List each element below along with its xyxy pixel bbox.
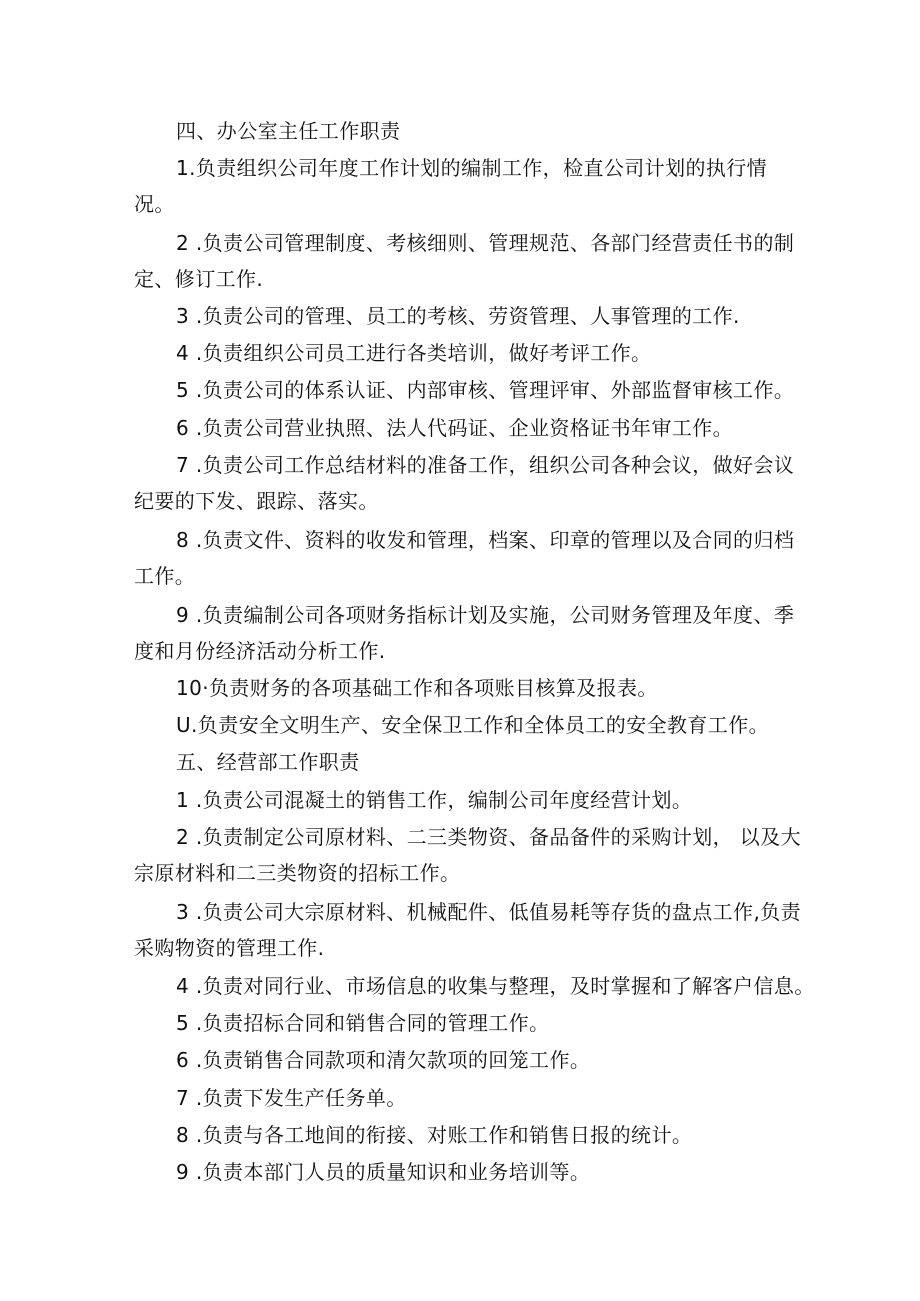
paragraph-line: 1.负责组织公司年度工作计划的编制工作，检直公司计划的执行情 bbox=[176, 156, 768, 180]
section-heading: 四、办公室主任工作职责 bbox=[176, 119, 401, 143]
paragraph-line: 5 .负责招标合同和销售合同的管理工作。 bbox=[176, 1011, 550, 1035]
section-heading: 五、经营部工作职责 bbox=[176, 750, 360, 774]
paragraph-line: 度和月份经济活动分析工作. bbox=[134, 639, 386, 663]
paragraph-line: 工作。 bbox=[134, 564, 196, 588]
paragraph-line: 1 .负责公司混凝土的销售工作，编制公司年度经营计划。 bbox=[176, 788, 693, 812]
paragraph-line: 9 .负责本部门人员的质量知识和业务培训等。 bbox=[176, 1160, 591, 1184]
paragraph-line: 8 .负责与各工地间的衔接、对账工作和销售日报的统计。 bbox=[176, 1123, 693, 1147]
paragraph-line: 4 .负责对同行业、市场信息的收集与整理，及时掌握和了解客户信息。 bbox=[176, 974, 815, 998]
paragraph-line: 3 .负责公司的管理、员工的考核、劳资管理、人事管理的工作. bbox=[176, 304, 740, 328]
paragraph-line: 宗原材料和二三类物资的招标工作。 bbox=[134, 861, 461, 885]
paragraph-line: 7 .负责公司工作总结材料的准备工作，组织公司各种会议，做好会议 bbox=[176, 453, 795, 477]
paragraph-line: 6 .负责公司营业执照、法人代码证、企业资格证书年审工作。 bbox=[176, 416, 734, 440]
paragraph-line: U.负责安全文明生产、安全保卫工作和全体员工的安全教育工作。 bbox=[176, 713, 769, 737]
paragraph-line: 7 .负责下发生产任务单。 bbox=[176, 1086, 407, 1110]
paragraph-line: 8 .负责文件、资料的收发和管理，档案、印章的管理以及合同的归档 bbox=[176, 528, 795, 552]
paragraph-line: 采购物资的管理工作. bbox=[134, 936, 325, 960]
paragraph-line: 9 .负责编制公司各项财务指标计划及实施，公司财务管理及年度、季 bbox=[176, 603, 795, 627]
paragraph-line: 定、修订工作. bbox=[134, 267, 264, 291]
paragraph-line: 10·负责财务的各项基础工作和各项账目核算及报表。 bbox=[176, 676, 658, 700]
paragraph-line: 况。 bbox=[134, 192, 175, 216]
paragraph-line: 3 .负责公司大宗原材料、机械配件、低值易耗等存货的盘点工作,负责 bbox=[176, 900, 801, 924]
paragraph-line: 纪要的下发、跟踪、落实。 bbox=[134, 489, 379, 513]
paragraph-line: 6 .负责销售合同款项和清欠款项的回笼工作。 bbox=[176, 1048, 591, 1072]
paragraph-line: 2 .负责制定公司原材料、二三类物资、备品备件的采购计划， 以及大 bbox=[176, 825, 801, 849]
paragraph-line: 2 .负责公司管理制度、考核细则、管理规范、各部门经营责任书的制 bbox=[176, 231, 795, 255]
paragraph-line: 4 .负责组织公司员工进行各类培训，做好考评工作。 bbox=[176, 341, 652, 365]
paragraph-line: 5 .负责公司的体系认证、内部审核、管理评审、外部监督审核工作。 bbox=[176, 378, 795, 402]
